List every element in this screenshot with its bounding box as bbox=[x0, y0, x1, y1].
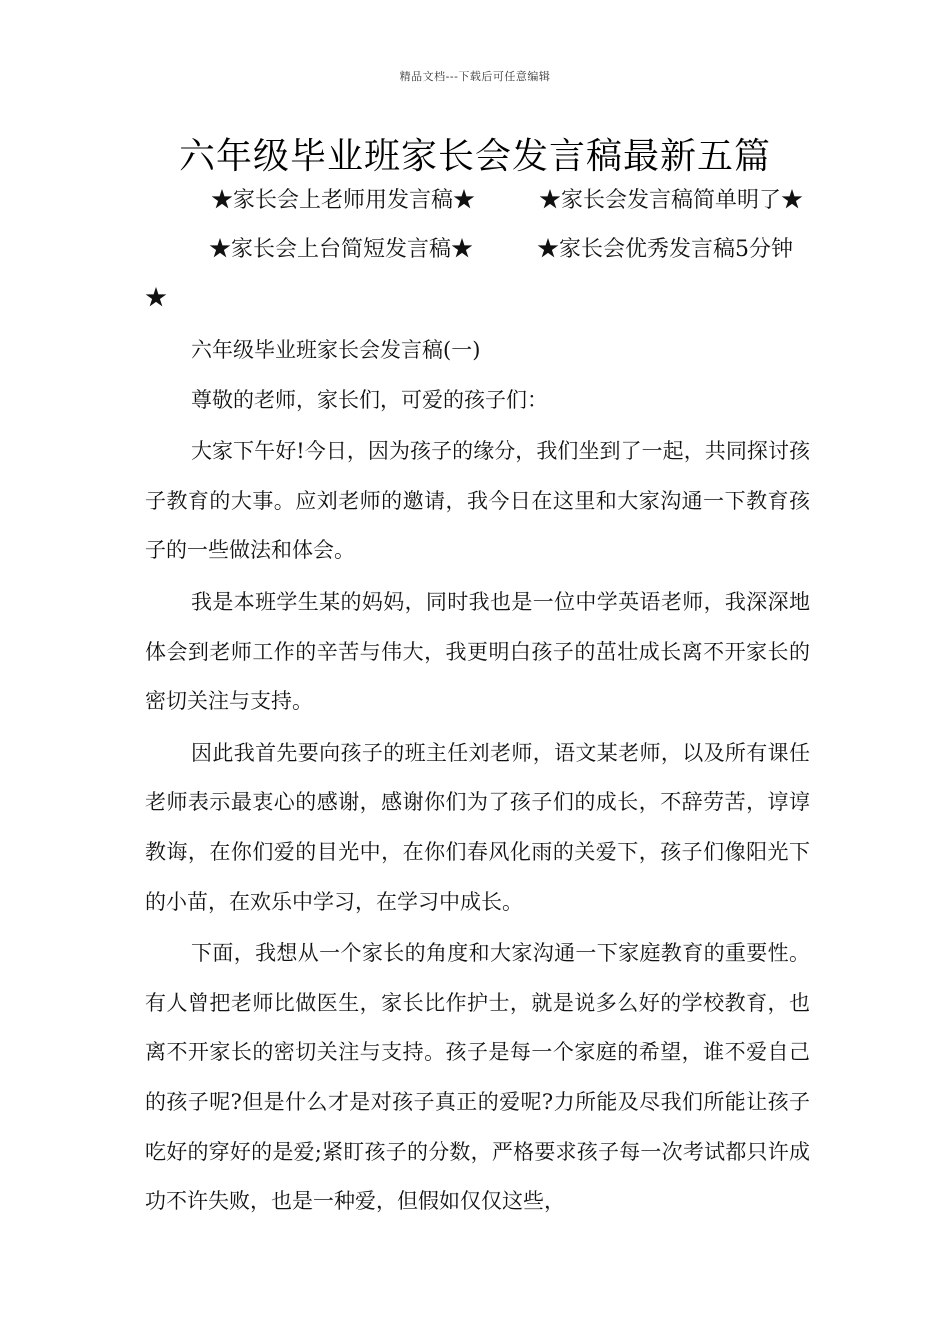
salutation: 尊敬的老师，家长们，可爱的孩子们： bbox=[191, 387, 548, 412]
page-title: 六年级毕业班家长会发言稿最新五篇 bbox=[178, 136, 771, 177]
paragraph: 我是本班学生某的妈妈，同时我也是一位中学英语老师，我深深地体会到老师工作的辛苦与伟大，我更明白孩子的茁壮成长离不开家长的密切关注与支持。 bbox=[145, 589, 810, 714]
article-body bbox=[145, 326, 810, 1227]
section-heading: 六年级毕业班家长会发言稿(一) bbox=[191, 338, 481, 362]
related-link[interactable]: ★家长会发言稿简单明了★ bbox=[539, 188, 804, 213]
related-links bbox=[145, 176, 810, 323]
related-link[interactable]: ★家长会优秀发言稿5分钟★ bbox=[145, 237, 794, 311]
header-note: 精品文档---下载后可任意编辑 bbox=[399, 70, 551, 83]
paragraph: 大家下午好!今日，因为孩子的缘分，我们坐到了一起，共同探讨孩子教育的大事。应刘老师的邀请，我今日在这里和大家沟通一下教育孩子的一些做法和体会。 bbox=[145, 439, 810, 563]
related-link[interactable]: ★家长会上老师用发言稿★ bbox=[211, 188, 476, 213]
paragraph: 下面，我想从一个家长的角度和大家沟通一下家庭教育的重要性。有人曾把老师比做医生，家长比作护士，就是说多么好的学校教育，也离不开家长的密切关注与支持。孩子是每一个家庭的希望，谁不爱自己的孩子呢?但是什么才是对孩子真正的爱呢?力所能及尽我们所能让孩子吃好的穿好的是爱;紧盯孩子的分数，严格要求孩子每一次考试都只许成功不许失败，也是一种爱，但假如仅仅这些， bbox=[145, 941, 810, 1214]
paragraph: 因此我首先要向孩子的班主任刘老师，语文某老师，以及所有课任老师表示最衷心的感谢，感谢你们为了孩子们的成长，不辞劳苦，谆谆教诲，在你们爱的目光中，在你们春风化雨的关爱下，孩子们像阳光下的小苗，在欢乐中学习，在学习中成长。 bbox=[145, 740, 810, 914]
related-link[interactable]: ★家长会上台简短发言稿★ bbox=[209, 237, 474, 262]
